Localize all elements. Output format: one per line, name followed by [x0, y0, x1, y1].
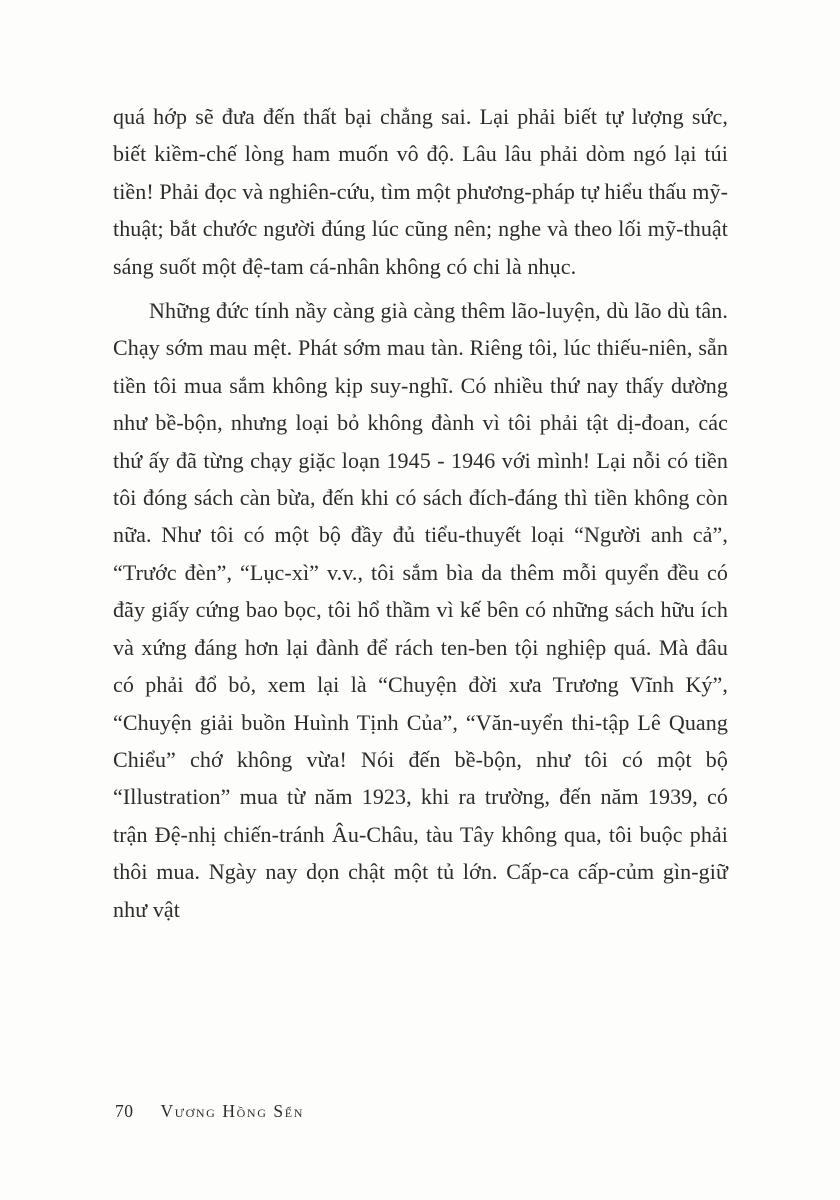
page-footer — [115, 1101, 304, 1122]
author-name: Vương Hồng Sển — [160, 1101, 304, 1121]
page-text-block — [113, 98, 728, 928]
paragraph: quá hớp sẽ đưa đến thất bại chẳng sai. Lại phải biết tự lượng sức, biết kiềm-chế lòng ham muốn vô độ. Lâu lâu phải dòm ngó lại túi tiền! Phải đọc và nghiên-cứu, tìm một phương-pháp tự hiểu thấu mỹ-thuật; bắt chước người đúng lúc cũng nên; nghe và theo lối mỹ-thuật sáng suốt một đệ-tam cá-nhân không có chi là nhục. — [113, 104, 728, 279]
page-number: 70 — [115, 1101, 134, 1121]
paragraph: Những đức tính nầy càng già càng thêm lão-luyện, dù lão dù tân. Chạy sớm mau mệt. Phát sớm mau tàn. Riêng tôi, lúc thiếu-niên, sẵn tiền tôi mua sắm không kịp suy-nghĩ. Có nhiều thứ nay thấy dường như bề-bộn, nhưng loại bỏ không đành vì tôi phải tật dị-đoan, các thứ ấy đã từng chạy giặc loạn 1945 - 1946 với mình! Lại nỗi có tiền tôi đóng sách càn bừa, đến khi có sách đích-đáng thì tiền không còn nữa. Như tôi có một bộ đầy đủ tiểu-thuyết loại “Người anh cả”, “Trước đèn”, “Lục-xì” v.v., tôi sắm bìa da thêm mỗi quyển đều có đãy giấy cứng bao bọc, tôi hổ thầm vì kế bên có những sách hữu ích và xứng đáng hơn lại đành để rách ten-ben tội nghiệp quá. Mà đâu có phải đổ bỏ, xem lại là “Chuyện đời xưa Trương Vĩnh Ký”, “Chuyện giải buồn Huình Tịnh Của”, “Văn-uyển thi-tập Lê Quang Chiểu” chớ không vừa! Nói đến bề-bộn, như tôi có một bộ “Illustration” mua từ năm 1923, khi ra trường, đến năm 1939, có trận Đệ-nhị chiến-tránh Âu-Châu, tàu Tây không qua, tôi buộc phải thôi mua. Ngày nay dọn chật một tủ lớn. Cấp-ca cấp-củm gìn-giữ như vật — [113, 298, 728, 922]
